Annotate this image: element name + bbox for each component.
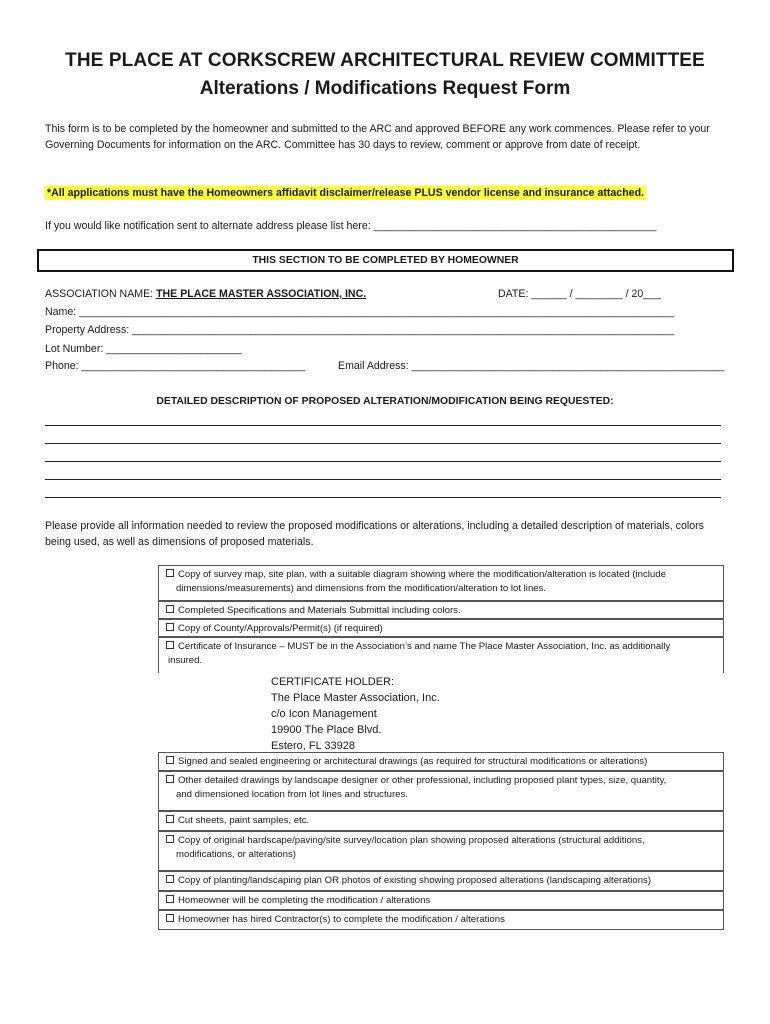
certificate-holder-city: Estero, FL 33928 (271, 740, 355, 752)
description-line[interactable] (45, 443, 721, 444)
description-line[interactable] (45, 479, 721, 480)
certificate-holder-label: CERTIFICATE HOLDER: (271, 676, 395, 688)
certificate-holder-street: 19900 The Place Blvd. (271, 724, 382, 736)
property-address-field[interactable]: Property Address: ____________________________________________________________________________________________ (45, 324, 675, 336)
checklist-item-engineering-drawings[interactable] (158, 752, 724, 771)
checklist-text: Signed and sealed engineering or architectural drawings (as required for structural modifications or alterations) (178, 756, 648, 767)
description-line[interactable] (45, 461, 721, 462)
checklist-item-homeowner-completing[interactable] (158, 891, 724, 910)
checkbox-icon[interactable] (166, 569, 174, 577)
checklist-item-contractor-hired[interactable] (158, 910, 724, 930)
phone-field[interactable]: Phone: ______________________________________ (45, 360, 306, 372)
checklist-text: Cut sheets, paint samples, etc. (178, 815, 310, 826)
checklist-text: Homeowner will be completing the modification / alterations (178, 895, 431, 906)
checklist-item-permits[interactable] (158, 619, 724, 637)
checkbox-icon[interactable] (166, 815, 174, 823)
association-value: THE PLACE MASTER ASSOCIATION, INC. (156, 288, 367, 300)
checklist-item-landscape-drawings[interactable] (158, 771, 724, 811)
certificate-holder (271, 674, 440, 754)
checklist-text: Completed Specifications and Materials Submittal including colors. (178, 605, 461, 616)
checklist-text: modifications, or alterations) (176, 849, 296, 860)
form-subtitle: Alterations / Modifications Request Form (199, 78, 571, 99)
checklist-text: Copy of original hardscape/paving/site survey/location plan showing proposed alterations (structural additions, (178, 835, 645, 846)
checkbox-icon[interactable] (166, 623, 174, 631)
alternate-address-field[interactable]: If you would like notification sent to alternate address please list here: ________________________________________________ (45, 220, 657, 232)
checklist-text: Homeowner has hired Contractor(s) to complete the modification / alterations (178, 914, 505, 925)
homeowner-section-header: THIS SECTION TO BE COMPLETED BY HOMEOWNER (37, 249, 734, 272)
checklist-text: Certificate of Insurance – MUST be in the Association’s and name The Place Master Association, Inc. as additionally (178, 641, 671, 652)
checkbox-icon[interactable] (166, 775, 174, 783)
lot-number-field[interactable]: Lot Number: _______________________ (45, 343, 242, 355)
checklist-item-planting-plan[interactable] (158, 871, 724, 891)
association-label: ASSOCIATION NAME: (45, 288, 157, 300)
form-title: THE PLACE AT CORKSCREW ARCHITECTURAL REVIEW COMMITTEE (65, 50, 705, 71)
checklist-item-survey-map[interactable] (158, 565, 724, 601)
checklist-item-hardscape-plan[interactable] (158, 831, 724, 871)
association-name (45, 288, 366, 300)
checklist-text: Copy of County/Approvals/Permit(s) (if required) (178, 623, 383, 634)
checkbox-icon[interactable] (166, 641, 174, 649)
checklist-item-insurance[interactable] (158, 637, 724, 673)
checklist-text: and dimensioned location from lot lines and structures. (176, 789, 408, 800)
certificate-holder-name: The Place Master Association, Inc. (271, 692, 440, 704)
checklist-text: dimensions/measurements) and dimensions from the modification/alteration to lot lines. (176, 583, 547, 594)
materials-note: Please provide all information needed to review the proposed modifications or alterations, including a detailed description of materials, colors being used, as well as dimensions of proposed materials. (45, 520, 704, 548)
intro-paragraph: This form is to be completed by the homeowner and submitted to the ARC and approved BEFORE any work commences. Please refer to your Governing Documents for information on the ARC. Committee has 30 days to review, comment or approve from date of receipt. (45, 123, 710, 151)
email-field[interactable]: Email Address: _____________________________________________________ (338, 360, 724, 372)
certificate-holder-care-of: c/o Icon Management (271, 708, 377, 720)
date-field[interactable]: DATE: ______ / ________ / 20___ (498, 288, 661, 300)
checkbox-icon[interactable] (166, 914, 174, 922)
attachment-notice: *All applications must have the Homeowners affidavit disclaimer/release PLUS vendor license and insurance attached. (47, 187, 644, 199)
checkbox-icon[interactable] (166, 756, 174, 764)
description-heading: DETAILED DESCRIPTION OF PROPOSED ALTERATION/MODIFICATION BEING REQUESTED: (156, 396, 614, 407)
checklist-text: Copy of planting/landscaping plan OR photos of existing showing proposed alterations (landscaping alterations) (178, 875, 652, 886)
checkbox-icon[interactable] (166, 895, 174, 903)
checkbox-icon[interactable] (166, 605, 174, 613)
description-line[interactable] (45, 425, 721, 426)
description-line[interactable] (45, 497, 721, 498)
checklist-text: insured. (168, 655, 203, 666)
checklist-item-specifications[interactable] (158, 601, 724, 619)
checklist-item-cut-sheets[interactable] (158, 811, 724, 831)
checklist-text: Other detailed drawings by landscape designer or other professional, including proposed plant types, size, quantity, (178, 775, 667, 786)
checkbox-icon[interactable] (166, 875, 174, 883)
checklist-text: Copy of survey map, site plan, with a suitable diagram showing where the modification/alteration is located (include (178, 569, 666, 580)
name-field[interactable]: Name: _____________________________________________________________________________________________________ (45, 306, 675, 318)
checkbox-icon[interactable] (166, 835, 174, 843)
